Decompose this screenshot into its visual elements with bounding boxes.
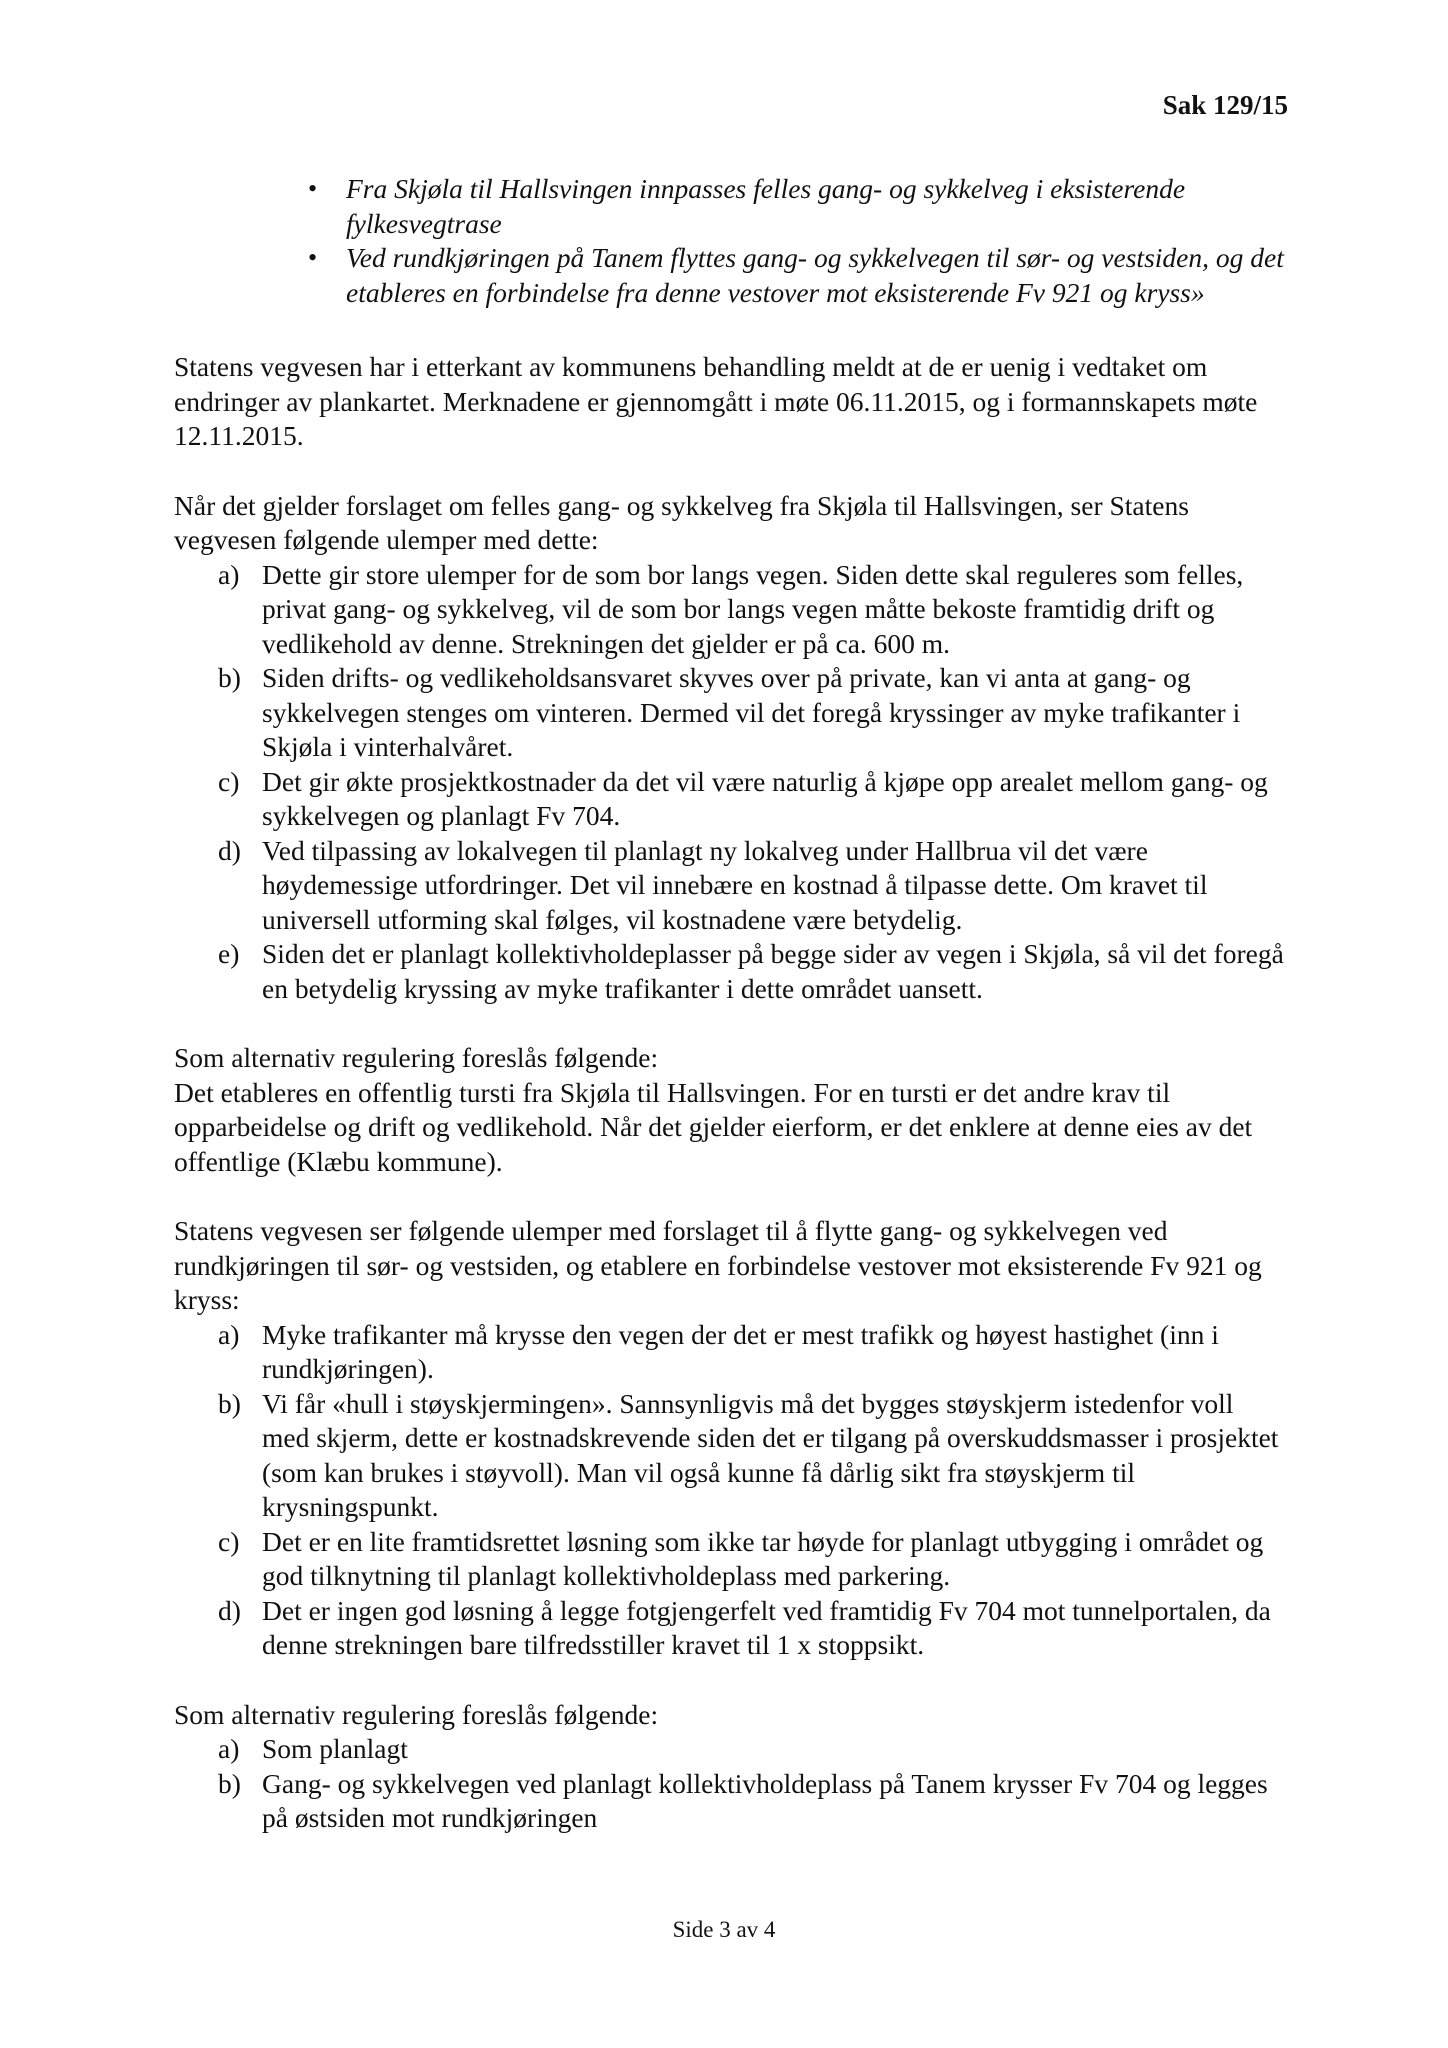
list-marker: d) [218,1594,241,1626]
alternative-1-text: Det etableres en offentlig tursti fra Skjøla til Hallsvingen. For en tursti er det andre krav til opparbeidelse og drift og vedlikehold. Når det gjelder eierform, er det enklere at denne eies av det offentlige (Klæbu kommune). [174,1076,1253,1177]
list-item-text: Myke trafikanter må krysse den vegen der det er mest trafikk og høyest hastighet (inn i rundkjøringen). [262,1318,1219,1384]
paragraph-objection: Statens vegvesen har i etterkant av kommunens behandling meldt at de er uenig i vedtaket om endringer av plankartet. Merknadene er gjennomgått i møte 06.11.2015, og i formannskapets møte 12.11.2015. [174,351,1258,451]
list-marker: d) [218,834,241,866]
bullet-item [174,241,1284,310]
list-item-text: Det er en lite framtidsrettet løsning som ikke tar høyde for planlagt utbygging i området og god tilknytning til planlagt kollektivholdeplass med parkering. [262,1525,1264,1591]
bullet-text: Fra Skjøla til Hallsvingen innpasses felles gang- og sykkelveg i eksisterende fylkesvegtrase [346,173,1186,239]
document-body [174,172,1284,1836]
alternative-2-list [174,1732,1284,1836]
bullet-list [174,172,1284,310]
list-item [174,1594,1284,1663]
list-marker: a) [218,1318,240,1350]
alternative-1-heading: Som alternativ regulering foreslås følgende: [174,1042,659,1073]
bullet-text: Ved rundkjøringen på Tanem flyttes gang- og sykkelvegen til sør- og vestsiden, og det etableres en forbindelse fra denne vestover mot eksisterende Fv 921 og kryss» [346,242,1284,308]
section-2-intro: Statens vegvesen ser følgende ulemper med forslaget til å flytte gang- og sykkelvegen ved rundkjøringen til sør- og vestsiden, og etablere en forbindelse vestover mot eksisterende Fv 921 og kryss: [174,1215,1262,1315]
list-item [174,661,1284,765]
section-2-list [174,1318,1284,1663]
list-marker: a) [218,1733,240,1764]
list-marker: b) [218,1387,241,1419]
list-marker: c) [218,1525,240,1557]
bullet-icon: • [308,243,318,272]
list-item-text: Siden det er planlagt kollektivholdeplasser på begge sider av vegen i Skjøla, så vil det foregå en betydelig kryssing av myke trafikanter i dette området uansett. [262,938,1284,1004]
list-item-text: Dette gir store ulemper for de som bor langs vegen. Siden dette skal reguleres som felles, privat gang- og sykkelveg, vil de som bor langs vegen måtte bekoste framtidig drift og vedlikehold av denne. Strekningen det gjelder er på ca. 600 m. [262,558,1244,659]
list-marker: e) [218,938,240,969]
list-marker: b) [218,1767,241,1799]
list-item-text: Som planlagt [262,1733,408,1764]
list-item [174,765,1284,834]
bullet-icon: • [308,174,318,203]
list-item [174,937,1284,1006]
list-item-text: Det er ingen god løsning å legge fotgjengerfelt ved framtidig Fv 704 mot tunnelportalen, da denne strekningen bare tilfredsstiller kravet til 1 x stoppsikt. [262,1594,1271,1660]
list-marker: b) [218,662,241,693]
section-1-list [174,558,1284,1007]
list-item-text: Det gir økte prosjektkostnader da det vil være naturlig å kjøpe opp arealet mellom gang- og sykkelvegen og planlagt Fv 704. [262,765,1268,831]
list-item [174,1318,1284,1387]
list-item-text: Gang- og sykkelvegen ved planlagt kollektivholdeplass på Tanem krysser Fv 704 og legges på østsiden mot rundkjøringen [262,1767,1268,1833]
list-item [174,1525,1284,1594]
alternative-2-heading: Som alternativ regulering foreslås følgende: [174,1698,659,1730]
section-1-intro: Når det gjelder forslaget om felles gang- og sykkelveg fra Skjøla til Hallsvingen, ser Statens vegvesen følgende ulemper med dette: [174,489,1189,555]
list-item [174,558,1284,662]
list-item [174,1767,1284,1836]
list-item [174,834,1284,938]
list-item [174,1387,1284,1525]
list-item [174,1732,1284,1767]
bullet-item [174,172,1284,241]
list-item-text: Siden drifts- og vedlikeholdsansvaret skyves over på private, kan vi anta at gang- og sykkelvegen stenges om vinteren. Dermed vil det foregå kryssinger av myke trafikanter i Skjøla i vinterhalvåret. [262,662,1241,762]
case-number: Sak 129/15 [1162,90,1288,120]
list-marker: c) [218,765,240,797]
list-item-text: Vi får «hull i støyskjermingen». Sannsynligvis må det bygges støyskjerm istedenfor voll med skjerm, dette er kostnadskrevende siden det er tilgang på overskuddsmasser i prosjektet (som kan brukes i støyvoll). Man vil også kunne få dårlig sikt fra støyskjerm til krysningspunkt. [262,1387,1279,1522]
page-number: Side 3 av 4 [672,1917,776,1942]
list-item-text: Ved tilpassing av lokalvegen til planlagt ny lokalveg under Hallbrua vil det være høydemessige utfordringer. Det vil innebære en kostnad å tilpasse dette. Om kravet til universell utforming skal følges, vil kostnadene være betydelig. [262,834,1208,935]
list-marker: a) [218,558,240,590]
